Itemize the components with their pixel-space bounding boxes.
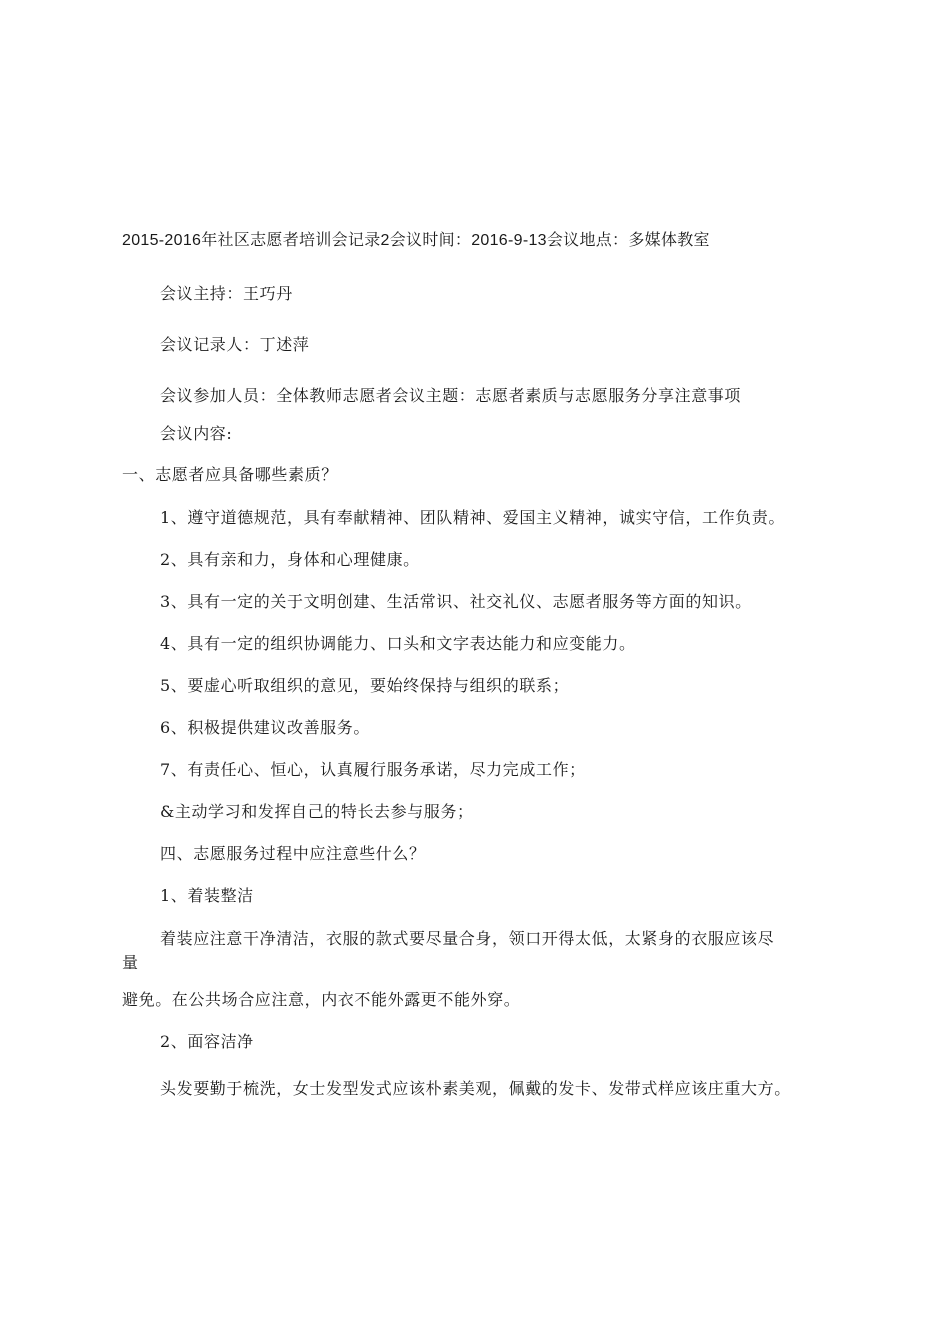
section-heading: 四、志愿服务过程中应注意些什么？ (160, 844, 426, 863)
meeting-recorder: 会议记录人：丁述萍 (160, 335, 310, 354)
subsection-heading: 1、着装整洁 (160, 886, 254, 905)
paragraph-line: 避免。在公共场合应注意，内衣不能外露更不能外穿。 (122, 990, 521, 1009)
meeting-content-label: 会议内容: (160, 424, 233, 443)
list-item: &主动学习和发挥自己的特长去参与服务； (160, 802, 474, 821)
list-item: 3、具有一定的关于文明创建、生活常识、社交礼仪、志愿者服务等方面的知识。 (160, 592, 752, 611)
paragraph-line: 头发要勤于梳洗，女士发型发式应该朴素美观，佩戴的发卡、发带式样应该庄重大方。 (160, 1079, 791, 1098)
list-item: 1、遵守道德规范，具有奉献精神、团队精神、爱国主义精神，诚实守信，工作负责。 (160, 508, 785, 527)
subsection-heading: 2、面容洁净 (160, 1032, 254, 1051)
paragraph-line: 着装应注意干净清洁，衣服的款式要尽量合身，领口开得太低，太紧身的衣服应该尽 (160, 929, 775, 948)
list-item: 6、积极提供建议改善服务。 (160, 718, 370, 737)
meeting-participants-topic: 会议参加人员：全体教师志愿者会议主题：志愿者素质与志愿服务分享注意事项 (160, 386, 742, 405)
list-item: 5、要虚心听取组织的意见，要始终保持与组织的联系； (160, 676, 570, 695)
meeting-host: 会议主持：王巧丹 (160, 284, 293, 303)
section-heading: 一、志愿者应具备哪些素质？ (122, 465, 338, 484)
list-item: 4、具有一定的组织协调能力、口头和文字表达能力和应变能力。 (160, 634, 636, 653)
document-title: 2015-2016年社区志愿者培训会记录2会议时间：2016-9-13会议地点：多媒体教室 (122, 232, 710, 249)
list-item: 7、有责任心、恒心，认真履行服务承诺，尽力完成工作； (160, 760, 586, 779)
list-item: 2、具有亲和力，身体和心理健康。 (160, 550, 420, 569)
paragraph-line: 量 (122, 953, 139, 972)
